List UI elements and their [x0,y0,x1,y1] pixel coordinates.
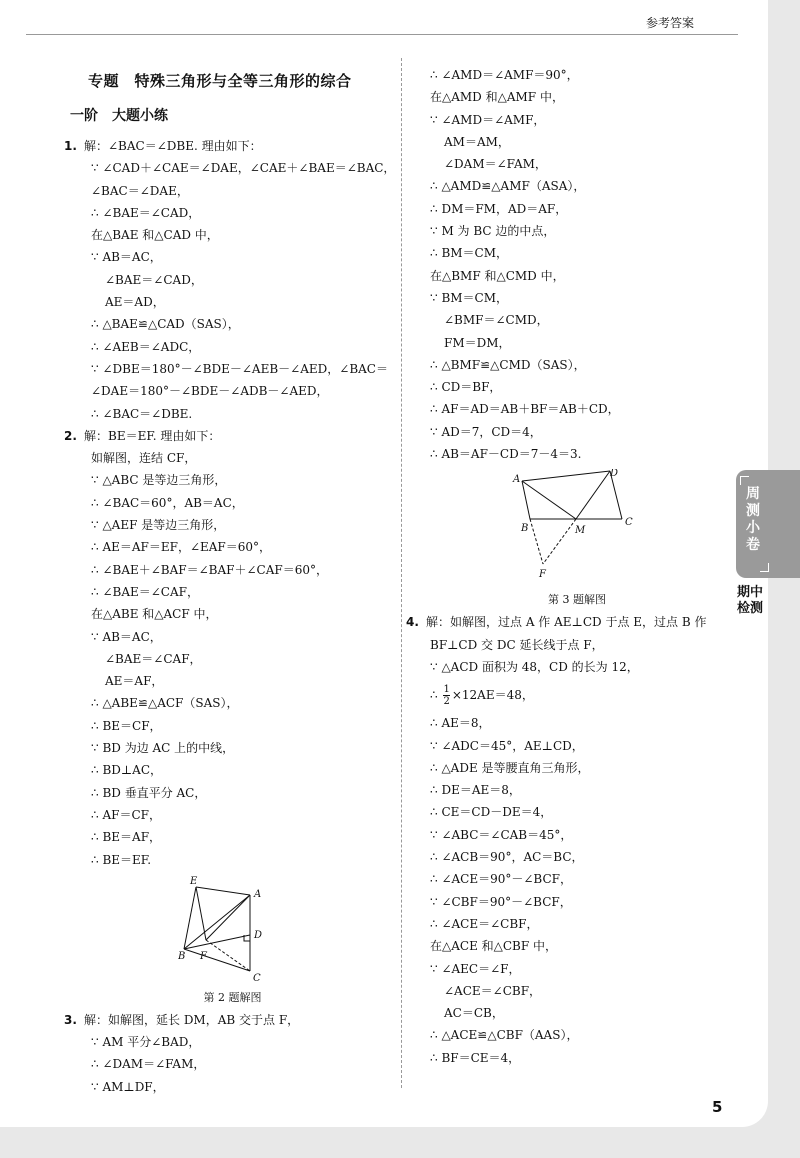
answer-line-text: ∴ BF＝CE＝4， [430,1050,521,1065]
fig3-label-m: M [575,525,586,537]
answer-line [70,670,395,692]
answer-line [412,1047,742,1069]
figure-2-caption: 第 2 题解图 [203,990,262,1004]
answer-line [70,559,395,581]
answer-line-text: ∴ BE＝EF. [91,852,152,867]
fig2-label-b: B [177,950,185,962]
side-tab-weekly-quiz[interactable] [736,470,800,578]
answer-line-text: ∵ AB＝AC， [91,250,162,265]
answer-line [70,224,395,246]
answer-line [70,1076,395,1098]
answer-line-text: ∵ ∠AEC＝∠F， [430,961,521,976]
answer-line-text: FM＝DM， [444,335,511,350]
right-answer-text-2 [406,611,742,678]
answer-line [70,737,395,759]
answer-line [70,692,395,714]
answer-line-text: ∴ DM＝FM，AD＝AF， [430,201,568,216]
answer-line-text: ∵ BD 为边 AC 上的中线， [91,741,235,756]
answer-line [406,611,742,633]
answer-line [412,265,742,287]
answer-line-text: ∴ △AMD≌△AMF（ASA）， [430,179,586,194]
fig3-edge-am [522,481,576,519]
answer-line-text: ∴ ∠BAE＋∠BAF＝∠BAF＋∠CAF＝60°， [91,562,328,577]
problem-number: 2. [64,428,77,443]
answer-line-text: 解：BE＝EF. 理由如下： [84,428,221,443]
answer-line [412,309,742,331]
answer-line [412,242,742,264]
tab-bracket-bottom [760,563,769,572]
fig3-label-d: D [610,469,619,480]
answer-line [412,1002,742,1024]
fraction [443,684,449,707]
answer-line-text: ∴ BD⊥AC， [91,763,163,778]
answer-line [70,514,395,536]
answer-line [412,443,742,465]
left-column [64,62,396,1098]
answer-line [412,824,742,846]
answer-line [70,403,395,425]
answer-line-text: ∴ DE＝AE＝8， [430,783,521,798]
answer-line [70,336,395,358]
answer-line-text: ∴ ∠BAC＝60°，AB＝AC， [91,495,244,510]
fig3-edge-ab [522,481,530,519]
fraction-line [412,678,742,712]
figure-2-diagram [178,875,288,987]
answer-line-text: ∴ △ABE≌△ACF（SAS）， [91,696,239,711]
answer-line-text: ∵ AB＝AC， [91,629,162,644]
answer-line-text: ∴ ∠BAC＝∠DBE. [91,406,193,421]
fig2-edge-fc [206,940,250,971]
answer-line [412,86,742,108]
answer-line-text: ∴ ∠DAM＝∠FAM， [91,1057,206,1072]
answer-line-text: ∵ ∠ADC＝45°，AE⊥CD， [430,738,584,753]
fig3-label-f: F [539,569,546,581]
answer-line [412,64,742,86]
answer-line-text: 在△AMD 和△AMF 中， [430,90,564,105]
fig3-edge-bf [530,519,543,564]
fig2-edge-ea [196,887,250,895]
answer-line [412,980,742,1002]
answer-line-text: ∵ AM 平分∠BAD， [91,1035,201,1050]
answer-line [412,779,742,801]
answer-line-text: 在△ABE 和△ACF 中， [91,607,218,622]
answer-line [70,581,395,603]
answer-line [412,891,742,913]
fig2-edge-af [206,895,250,940]
figure-3-diagram [507,469,647,589]
fig2-edge-eb [184,887,196,949]
answer-line-text: ∴ BM＝CM， [430,246,509,261]
answer-line [412,757,742,779]
answer-line-text: 解：如解图，过点 A 作 AE⊥CD 于点 E，过点 B 作 [426,615,707,630]
page-title: 专题 特殊三角形与全等三角形的综合 [88,72,352,90]
answer-line [412,175,742,197]
answer-line [412,220,742,242]
answer-line [412,913,742,935]
answer-line [70,157,395,179]
fig2-edge-ab [184,895,250,949]
right-answer-text-3 [412,712,742,1069]
answer-line-text: AC＝CB， [444,1006,504,1021]
answer-line [70,648,395,670]
answer-line-text: ∴ △ADE 是等腰直角三角形， [430,760,590,775]
problem-number: 1. [64,139,77,153]
problem-number: 3. [64,1012,77,1027]
answer-line-text: AE＝AF， [105,674,164,689]
answer-line-text: ∴ AF＝CF， [91,807,161,822]
answer-line [412,712,742,734]
fig2-label-e: E [189,875,197,887]
fig2-label-d: D [253,929,262,941]
answer-line [412,398,742,420]
answer-line-text: 在△BAE 和△CAD 中， [91,228,219,243]
answer-line [70,536,395,558]
answer-line [70,1031,395,1053]
right-answer-text [412,64,742,465]
answer-line [412,332,742,354]
answer-line [412,656,742,678]
fraction-denominator: 2 [443,696,450,708]
answer-line-text: ∴ CD＝BF， [430,380,502,395]
answer-line-text: ∵ ∠AMD＝∠AMF， [430,112,546,127]
answer-line-text: ∴ ∠ACB＝90°，AC＝BC， [430,850,584,865]
answer-line-text: ∴ AE＝8， [430,716,491,731]
answer-line [70,469,395,491]
answer-line [412,958,742,980]
answer-line-text: ∴ △BMF≌△CMD（SAS）， [430,357,586,372]
answer-line [70,849,395,871]
side-tab-weekly-quiz-label: 周测小卷 [746,486,760,553]
answer-line [412,109,742,131]
answer-line [70,1053,395,1075]
right-column [406,64,742,1069]
answer-line-text: ∴ ∠BAE＝∠CAF， [91,584,199,599]
fig3-edge-ad [522,471,610,481]
page-number: 5 [712,1098,723,1116]
answer-line [412,801,742,823]
answer-line [412,421,742,443]
answer-line-text: ∴ AB＝AF－CD＝7－4＝3. [430,447,582,462]
answer-line-text: ∴ BE＝AF， [91,830,162,845]
answer-line-text: 如解图，连结 CF， [91,451,197,466]
left-answer-text-2 [64,1009,395,1098]
answer-line [412,198,742,220]
fig2-edge-bc [184,949,250,971]
left-answer-text [64,135,396,871]
answer-line-text: ∴ ∠BAE＝∠CAD， [91,205,201,220]
answer-line [70,246,395,268]
figure-3-caption: 第 3 题解图 [548,593,606,607]
answer-line-text: ∠BAE＝∠CAD， [105,272,203,287]
header-label: 参考答案 [645,16,694,30]
fig3-label-c: C [625,517,633,529]
answer-line-text: AE＝AD， [105,295,165,310]
answer-line-text: ∵ ∠ABC＝∠CAB＝45°， [430,827,573,842]
answer-line [70,313,395,335]
answer-line-text: ∴ ∠AMD＝∠AMF＝90°， [430,68,579,82]
answer-line [412,846,742,868]
answer-line [70,358,395,380]
answer-line-text: ∠DAE＝180°－∠BDE－∠ADB－∠AED， [91,384,329,399]
fig3-edge-mf [543,519,576,564]
answer-line [70,715,395,737]
answer-line-text: 在△ACE 和△CBF 中， [430,939,558,954]
answer-line-text: ∴ ∠ACE＝∠CBF， [430,916,539,931]
answer-line-text: ∵ △ACD 面积为 48，CD 的长为 12， [430,659,639,674]
answer-line [64,135,395,157]
section-heading: 一阶 大题小练 [70,108,168,124]
answer-line-text: 解：∠BAC＝∠DBE. 理由如下： [84,139,262,153]
answer-line-text: ∴ △BAE≌△CAD（SAS）， [91,317,240,332]
answer-line [70,202,395,224]
answer-line-text: ∵ AD＝7，CD＝4， [430,424,542,439]
answer-line [64,425,395,447]
fig2-label-f: F [199,950,207,962]
answer-line [70,269,395,291]
answer-line [70,759,395,781]
answer-line-text: 解：如解图，延长 DM，AB 交于点 F， [84,1012,300,1027]
answer-line-text: ∠BAE＝∠CAF， [105,651,202,666]
answer-line-text: ∴ AE＝AF＝EF，∠EAF＝60°， [91,540,272,555]
fig3-label-a: A [513,474,521,486]
answer-line [70,603,395,625]
answer-line-text: ∠BAC＝∠DAE， [91,183,189,198]
answer-line [412,376,742,398]
answer-line-text: ∴ △ACE≌△CBF（AAS）， [430,1028,579,1043]
answer-line [64,1009,395,1031]
answer-line [70,447,395,469]
answer-line-text: ∴ ∠ACE＝90°－∠BCF， [430,872,572,887]
answer-line [412,354,742,376]
problem-number: 4. [406,615,419,630]
answer-line [70,180,395,202]
fig3-label-b: B [521,523,529,535]
answer-line [412,868,742,890]
answer-line-text: ∵ △ABC 是等边三角形， [91,473,227,488]
fig3-edge-dm [576,471,610,519]
answer-line-text: ∴ AF＝AD＝AB＋BF＝AB＋CD， [430,402,620,417]
side-tab-midterm[interactable]: 期中检测 [736,585,763,616]
answer-line [412,131,742,153]
fig2-label-a: A [253,888,261,900]
fraction-suffix: ×12AE＝48， [451,688,534,703]
tab-bracket-top [740,476,749,485]
answer-line-text: ∵ M 为 BC 边的中点， [430,224,556,239]
answer-line [412,935,742,957]
answer-line-text: ∴ BD 垂直平分 AC， [91,785,207,800]
answer-line-text: ∠ACE＝∠CBF， [444,983,542,998]
answer-line-text: ∴ ∠AEB＝∠ADC， [91,339,201,354]
answer-line-text: ∵ ∠CAD＋∠CAE＝∠DAE，∠CAE＋∠BAE＝∠BAC， [91,161,396,176]
answer-line [70,291,395,313]
answer-line-text: BF⊥CD 交 DC 延长线于点 F， [430,637,604,652]
answer-line [70,804,395,826]
fig2-edge-bd [184,935,250,949]
answer-line-text: ∵ ∠CBF＝90°－∠BCF， [430,894,572,909]
answer-line [70,380,395,402]
fraction-numerator: 1 [443,684,450,696]
answer-line-text: 在△BMF 和△CMD 中， [430,268,565,283]
answer-line [412,287,742,309]
answer-line-text: ∠DAM＝∠FAM， [444,157,547,172]
answer-line [70,782,395,804]
answer-line [412,1024,742,1046]
column-divider [401,58,402,1088]
answer-line-text: AM＝AM， [444,134,510,149]
header-rule [26,34,738,35]
answer-line [70,492,395,514]
answer-line-text: ∴ BE＝CF， [91,718,162,733]
answer-line-text: ∵ AM⊥DF， [91,1079,165,1094]
answer-line-text: ∠BMF＝∠CMD， [444,313,549,328]
answer-line [412,153,742,175]
answer-line-text: ∵ ∠DBE＝180°－∠BDE－∠AEB－∠AED，∠BAC＝ [91,361,388,376]
answer-line-text: ∵ △AEF 是等边三角形， [91,518,226,533]
fraction-prefix: ∴ [430,688,442,703]
answer-line-text: ∵ BM＝CM， [430,290,509,305]
answer-line [70,826,395,848]
answer-line-text: ∴ CE＝CD－DE＝4， [430,805,553,820]
fig2-label-c: C [252,972,261,984]
answer-line [412,735,742,757]
answer-line [70,626,395,648]
answer-line [412,634,742,656]
